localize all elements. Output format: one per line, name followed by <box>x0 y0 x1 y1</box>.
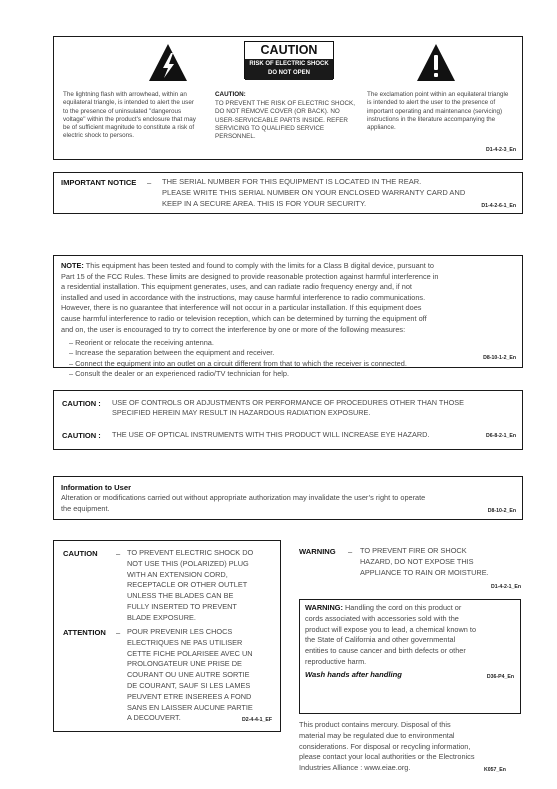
plug-caution-line: RECEPTACLE OR OTHER OUTLET <box>127 580 248 590</box>
fcc-line: However, there is no guarantee that interference will not occur in a particular installation. If this equipment does <box>61 303 422 313</box>
wash-hands-text: Wash hands after handling <box>305 670 402 679</box>
cord-warning-line: Handling the cord on this product or <box>342 603 462 612</box>
cord-warning-text <box>305 603 476 668</box>
plug-attention-line: A DECOUVERT. <box>127 713 181 723</box>
warning-fire-dash: – <box>348 547 353 556</box>
list-item: – Increase the separation between the equipment and receiver. <box>69 348 275 358</box>
user-info-line-2: the equipment. <box>61 504 110 513</box>
warning-fire-text <box>360 546 489 578</box>
plug-attention-line: PEUVENT ETRE INSEREES A FOND <box>127 691 252 701</box>
caution-title: CAUTION <box>260 43 318 57</box>
plug-caution-line: TO PREVENT ELECTRIC SHOCK DO <box>127 548 254 557</box>
user-info-line-1: Alteration or modifications carried out without appropriate authorization may invalidate the user’s right to operate <box>61 493 426 502</box>
mercury-text <box>299 720 475 774</box>
cord-warning-line: entities to cause cancer and birth defects or other <box>305 646 466 656</box>
fcc-line: This equipment has been tested and found to comply with the limits for a Class B digital device, pursuant to <box>83 261 434 270</box>
warning-fire-label: WARNING <box>299 547 336 556</box>
important-notice-box <box>53 172 523 214</box>
important-notice-dash: – <box>147 178 152 187</box>
risk-line-1: RISK OF ELECTRIC SHOCK <box>249 61 329 67</box>
plug-caution-line: WITH AN EXTENSION CORD, <box>127 569 228 579</box>
fcc-note-box <box>53 255 523 379</box>
fcc-note-label: NOTE: <box>61 261 84 270</box>
plug-attention-line: SANS EN LAISSER AUCUNE PARTIE <box>127 702 253 712</box>
fcc-line: a residential installation. This equipment generates, uses, and can radiate radio frequency energy and, if not <box>61 282 412 292</box>
caution-panel <box>53 36 523 160</box>
warning-fire-block <box>299 545 523 595</box>
mercury-line: This product contains mercury. Disposal of this <box>299 720 451 729</box>
caution-label <box>244 41 334 79</box>
laser-caution-text-1b: SPECIFIED HEREIN MAY RESULT IN HAZARDOUS RADIATION EXPOSURE. <box>112 408 371 417</box>
user-info-code: D8-10-2_En <box>487 508 516 514</box>
plug-caution-label: CAUTION <box>63 549 98 558</box>
laser-caution-code: D6-8-2-1_En <box>486 433 516 439</box>
user-info-heading: Information to User <box>61 483 132 492</box>
laser-caution-label-1: CAUTION : <box>62 399 101 408</box>
caution-center-text: TO PREVENT THE RISK OF ELECTRIC SHOCK, DO NOT REMOVE COVER (OR BACK). NO USER-SERVICEABLE PARTS INSIDE. REFER SERVICING TO QUALIFIED SERVICE PERSONNEL. <box>215 100 355 141</box>
fcc-note-code: D8-10-1-2_En <box>483 355 516 361</box>
fcc-line: cause harmful interference to radio or television reception, which can be determined by turning the equipment off <box>61 313 427 323</box>
important-notice-line-3: KEEP IN A SECURE AREA. THIS IS FOR YOUR SECURITY. <box>162 199 367 208</box>
mercury-line: considerations. For disposal or recycling information, <box>299 741 471 751</box>
cord-warning-label: WARNING: <box>305 603 343 612</box>
plug-caution-code: D2-4-4-1_EF <box>242 717 272 723</box>
fcc-line: Part 15 of the FCC Rules. These limits are designed to provide reasonable protection against harmful interference in <box>61 271 439 281</box>
exclamation-description: The exclamation point within an equilateral triangle is intended to alert the user to the presence of important operating and maintenance (servicing) instructions in the literature accompanying the appliance. <box>367 91 509 132</box>
mercury-line: please contact your local authorities or the Electronics <box>299 752 475 762</box>
warning-fire-line: TO PREVENT FIRE OR SHOCK <box>360 546 467 555</box>
plug-attention-line: POUR PREVENIR LES CHOCS <box>127 627 233 636</box>
warning-fire-line: HAZARD, DO NOT EXPOSE THIS <box>360 556 474 566</box>
warning-fire-line: APPLIANCE TO RAIN OR MOISTURE. <box>360 567 489 577</box>
fcc-note-paragraph <box>61 261 519 335</box>
list-item: – Consult the dealer or an experienced radio/TV technician for help. <box>69 369 290 379</box>
cord-warning-code: D36-P4_En <box>486 674 514 680</box>
risk-line-2: DO NOT OPEN <box>267 70 310 76</box>
fcc-line: installed and used in accordance with the instructions, may cause harmful interference to radio communications. <box>61 292 426 302</box>
plug-caution-line: UNLESS THE BLADES CAN BE <box>127 591 234 601</box>
cord-warning-line: the State of California and other governmental <box>305 635 456 645</box>
caution-center-heading: CAUTION: <box>215 91 246 98</box>
important-notice-code: D1-4-2-6-1_En <box>481 203 516 209</box>
user-info-box <box>53 476 523 520</box>
plug-attention-text <box>127 627 253 724</box>
list-item: – Connect the equipment into an outlet on a circuit different from that to which the receiver is connected. <box>69 358 407 368</box>
plug-attention-dash: – <box>116 628 121 637</box>
important-notice-line-2: PLEASE WRITE THIS SERIAL NUMBER ON YOUR ENCLOSED WARRANTY CARD AND <box>162 188 466 197</box>
important-notice-label: IMPORTANT NOTICE <box>61 178 137 187</box>
plug-caution-box <box>53 540 281 732</box>
laser-caution-label-2: CAUTION : <box>62 431 101 440</box>
lightning-description: The lightning flash with arrowhead, within an equilateral triangle, is intended to alert the user to the presence of uninsulated "dangerous voltage" within the product's enclosure that may be of sufficient magnitude to constitute a risk of electric shock to persons. <box>63 91 196 140</box>
cord-warning-line: product will expose you to lead, a chemical known to <box>305 624 477 634</box>
plug-caution-line: NOT USE THIS (POLARIZED) PLUG <box>127 558 249 568</box>
lightning-triangle-icon <box>148 43 188 83</box>
plug-attention-line: COURANT OU UNE AUTRE SORTIE <box>127 670 250 680</box>
cord-warning-line: reproductive harm. <box>305 656 367 666</box>
cord-warning-line: cords associated with accessories sold with the <box>305 613 459 623</box>
laser-caution-box <box>53 390 523 450</box>
list-item: – Reorient or relocate the receiving antenna. <box>69 338 214 347</box>
laser-caution-text-1a: USE OF CONTROLS OR ADJUSTMENTS OR PERFORMANCE OF PROCEDURES OTHER THAN THOSE <box>112 398 465 407</box>
plug-caution-line: BLADE EXPOSURE. <box>127 612 196 622</box>
laser-caution-text-2: THE USE OF OPTICAL INSTRUMENTS WITH THIS PRODUCT WILL INCREASE EYE HAZARD. <box>112 430 430 439</box>
plug-attention-line: DE COURANT, SAUF SI LES LAMES <box>127 680 251 690</box>
plug-caution-dash: – <box>116 549 121 558</box>
mercury-line: material may be regulated due to environmental <box>299 730 455 740</box>
exclamation-triangle-icon <box>416 43 456 83</box>
plug-attention-line: CETTE FICHE POLARISEE AVEC UN <box>127 648 253 658</box>
plug-attention-line: PROLONGATEUR UNE PRISE DE <box>127 659 242 669</box>
cord-warning-box <box>299 599 521 714</box>
fcc-measures-list <box>69 338 407 380</box>
plug-attention-label: ATTENTION <box>63 628 106 637</box>
plug-attention-line: ELECTRIQUES NE PAS UTILISER <box>127 637 243 647</box>
mercury-line: Industries Alliance : www.eiae.org. <box>299 763 411 773</box>
plug-caution-line: FULLY INSERTED TO PREVENT <box>127 601 237 611</box>
warning-fire-code: D1-4-2-1_En <box>491 584 521 590</box>
mercury-code: K057_En <box>484 767 506 773</box>
mercury-block <box>299 720 523 780</box>
fcc-line: and on, the user is encouraged to try to correct the interference by one or more of the following measures: <box>61 324 406 334</box>
caution-panel-code: D1-4-2-3_En <box>486 147 516 153</box>
plug-caution-text <box>127 548 253 624</box>
important-notice-line-1: THE SERIAL NUMBER FOR THIS EQUIPMENT IS LOCATED IN THE REAR. <box>162 177 422 186</box>
